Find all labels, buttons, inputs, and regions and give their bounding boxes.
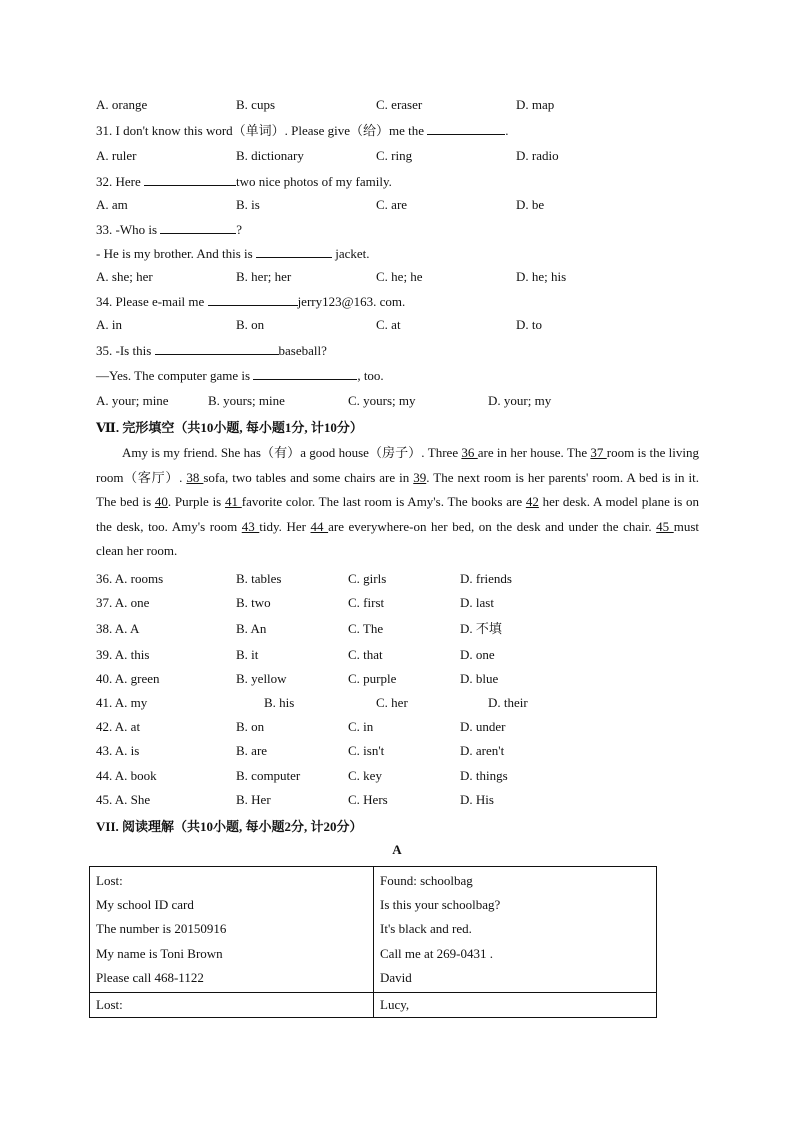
- cloze-blank-39: 39: [413, 469, 427, 485]
- cloze-37-option-d: D. last: [460, 595, 494, 610]
- cloze-37-option-b: B. two: [236, 595, 271, 610]
- cloze-42-option-b: B. on: [236, 719, 265, 734]
- cloze-38-option-b: B. An: [236, 621, 267, 636]
- answer-blank: [208, 293, 298, 306]
- q35-option-c: C. yours; my: [348, 393, 416, 408]
- cloze-36-option-c: C. girls: [348, 571, 387, 586]
- cloze-text: Amy is my friend. She has（有）a good house（房子）. Three: [122, 445, 462, 460]
- cloze-44-option-c: C. key: [348, 768, 382, 783]
- cloze-43-option-d: D. aren't: [460, 743, 505, 758]
- cloze-text: favorite color. The last room is Amy's. The books are: [241, 494, 526, 509]
- q31-option-d: D. radio: [516, 148, 559, 163]
- q31-option-c: C. ring: [376, 148, 413, 163]
- notice-line: It's black and red.: [380, 921, 472, 937]
- cloze-40-option-a: 40. A. green: [96, 671, 160, 686]
- question-32: [96, 173, 392, 190]
- q34-option-b: B. on: [236, 317, 265, 332]
- question-31: [96, 122, 509, 139]
- q31-stem-end: .: [505, 123, 509, 138]
- cloze-text: her desk. A model plane is on the desk, too. Amy's room: [96, 494, 700, 534]
- q35-stem: 35. -Is this: [96, 343, 155, 358]
- cloze-42-option-d: D. under: [460, 719, 506, 734]
- cloze-42-option-c: C. in: [348, 719, 374, 734]
- cloze-38-option-c: C. The: [348, 621, 384, 636]
- table-row: [90, 867, 657, 993]
- cloze-45-option-a: 45. A. She: [96, 792, 151, 807]
- answer-blank: [256, 245, 332, 258]
- q30-option-a: A. orange: [96, 97, 148, 112]
- notice-table: [89, 866, 657, 1018]
- cloze-43-option-a: 43. A. is: [96, 743, 140, 758]
- cloze-blank-37: 37: [590, 445, 607, 460]
- section-title-reading: VII. 阅读理解（共10小题, 每小题2分, 计20分）: [96, 819, 363, 834]
- cloze-36-option-a: 36. A. rooms: [96, 571, 164, 586]
- q31-option-a: A. ruler: [96, 148, 137, 163]
- cloze-45-option-b: B. Her: [236, 792, 271, 807]
- q33-stem-end: ?: [236, 222, 243, 237]
- cloze-43-option-c: C. isn't: [348, 743, 385, 758]
- notice-lost-card: [90, 867, 374, 993]
- cloze-blank-36: 36: [461, 445, 478, 460]
- cloze-44-option-d: D. things: [460, 768, 508, 783]
- q32-stem: 32. Here: [96, 174, 145, 189]
- cloze-45-option-d: D. His: [460, 792, 494, 807]
- q34-option-a: A. in: [96, 317, 122, 332]
- q32-option-a: A. am: [96, 197, 128, 212]
- cloze-42-option-a: 42. A. at: [96, 719, 141, 734]
- q33-line2-end: jacket.: [331, 246, 370, 261]
- q33-line2-stem: - He is my brother. And this is: [96, 246, 256, 261]
- q32-option-b: B. is: [236, 197, 260, 212]
- cloze-37-option-c: C. first: [348, 595, 385, 610]
- notice-line: Call me at 269-0431 .: [380, 945, 494, 961]
- notice-line: Lost:: [96, 873, 123, 888]
- cloze-blank-41: 41: [225, 494, 242, 509]
- cloze-41-option-a: 41. A. my: [96, 695, 148, 710]
- cloze-43-option-b: B. are: [236, 743, 268, 758]
- q34-stem: 34. Please e-mail me: [96, 294, 208, 309]
- q30-option-b: B. cups: [236, 97, 275, 112]
- q33-option-a: A. she; her: [96, 269, 153, 284]
- cloze-blank-40: 40: [154, 494, 168, 509]
- cloze-44-option-b: B. computer: [236, 768, 301, 783]
- cloze-text: sofa, two tables and some chairs are in: [203, 469, 414, 485]
- q34-option-c: C. at: [376, 317, 401, 332]
- cloze-37-option-a: 37. A. one: [96, 595, 150, 610]
- q33-option-c: C. he; he: [376, 269, 423, 284]
- q35-line2-stem: —Yes. The computer game is: [96, 368, 254, 383]
- notice-lost-2: Lost:: [90, 993, 374, 1018]
- answer-blank: [160, 221, 236, 234]
- cloze-text: are in her house. The: [477, 445, 591, 460]
- q30-option-d: D. map: [516, 97, 555, 112]
- cloze-41-option-b: B. his: [264, 695, 295, 710]
- cloze-36-option-b: B. tables: [236, 571, 282, 586]
- notice-found-schoolbag: [374, 867, 657, 993]
- notice-line: My school ID card: [96, 897, 194, 913]
- question-35: [96, 342, 327, 359]
- cloze-41-option-d: D. their: [488, 695, 528, 710]
- cloze-40-option-d: D. blue: [460, 671, 499, 686]
- notice-line: David: [380, 969, 412, 985]
- question-34: [96, 293, 405, 310]
- cloze-text: must clean her room.: [96, 518, 700, 558]
- answer-blank: [144, 173, 236, 186]
- cloze-passage: [96, 441, 699, 564]
- cloze-39-option-d: D. one: [460, 647, 495, 662]
- cloze-text: are everywhere-on her bed, on the desk and under the chair.: [328, 518, 657, 534]
- q35-option-a: A. your; mine: [96, 393, 169, 408]
- cloze-blank-44: 44: [310, 518, 329, 534]
- cloze-blank-45: 45: [656, 518, 674, 534]
- table-row: [90, 993, 657, 1018]
- q32-option-c: C. are: [376, 197, 408, 212]
- q32-option-d: D. be: [516, 197, 545, 212]
- cloze-40-option-b: B. yellow: [236, 671, 287, 686]
- q35-option-d: D. your; my: [488, 393, 552, 408]
- cloze-text: . Purple is: [167, 494, 225, 509]
- notice-line: Is this your schoolbag?: [380, 897, 501, 913]
- q30-option-c: C. eraser: [376, 97, 423, 112]
- cloze-38-option-d: D. 不填: [460, 621, 502, 636]
- cloze-39-option-a: 39. A. this: [96, 647, 150, 662]
- q35-line2-end: , too.: [357, 368, 384, 383]
- notice-line: Found: schoolbag: [380, 873, 473, 888]
- q31-stem: 31. I don't know this word（单词）. Please give（给）me the: [96, 123, 428, 138]
- cloze-text: . The next room is her parents' room. A bed is in it. The bed is: [96, 469, 699, 509]
- notice-lucy: Lucy,: [374, 993, 657, 1018]
- cloze-44-option-a: 44. A. book: [96, 768, 157, 783]
- answer-blank: [253, 367, 357, 380]
- question-33: [96, 221, 242, 238]
- q35-option-b: B. yours; mine: [208, 393, 285, 408]
- q34-stem-end: jerry123@163. com.: [297, 294, 406, 309]
- q33-option-d: D. he; his: [516, 269, 567, 284]
- cloze-text: room is the living room（客厅）.: [96, 445, 699, 485]
- cloze-41-option-c: C. her: [376, 695, 408, 710]
- cloze-blank-42: 42: [525, 494, 539, 509]
- cloze-40-option-c: C. purple: [348, 671, 397, 686]
- answer-blank: [155, 342, 279, 355]
- notice-line: The number is 20150916: [96, 921, 227, 937]
- notice-line: My name is Toni Brown: [96, 945, 223, 961]
- cloze-45-option-c: C. Hers: [348, 792, 388, 807]
- cloze-39-option-b: B. it: [236, 647, 259, 662]
- cloze-39-option-c: C. that: [348, 647, 383, 662]
- section-title-cloze: Ⅶ. 完形填空（共10小题, 每小题1分, 计10分）: [96, 420, 363, 435]
- q34-option-d: D. to: [516, 317, 542, 332]
- cloze-36-option-d: D. friends: [460, 571, 512, 586]
- question-33-line2: [96, 245, 370, 262]
- q35-stem-end: baseball?: [278, 343, 327, 358]
- question-35-line2: [96, 367, 384, 384]
- cloze-blank-43: 43: [241, 518, 260, 534]
- cloze-text: tidy. Her: [259, 518, 311, 534]
- q32-stem-end: two nice photos of my family.: [236, 174, 392, 189]
- q31-option-b: B. dictionary: [236, 148, 304, 163]
- q33-stem: 33. -Who is: [96, 222, 161, 237]
- notice-line: Please call 468-1122: [96, 969, 204, 985]
- passage-label: A: [392, 842, 402, 857]
- cloze-38-option-a: 38. A. A: [96, 621, 140, 636]
- answer-blank: [427, 122, 505, 135]
- cloze-blank-38: 38: [186, 469, 204, 485]
- q33-option-b: B. her; her: [236, 269, 292, 284]
